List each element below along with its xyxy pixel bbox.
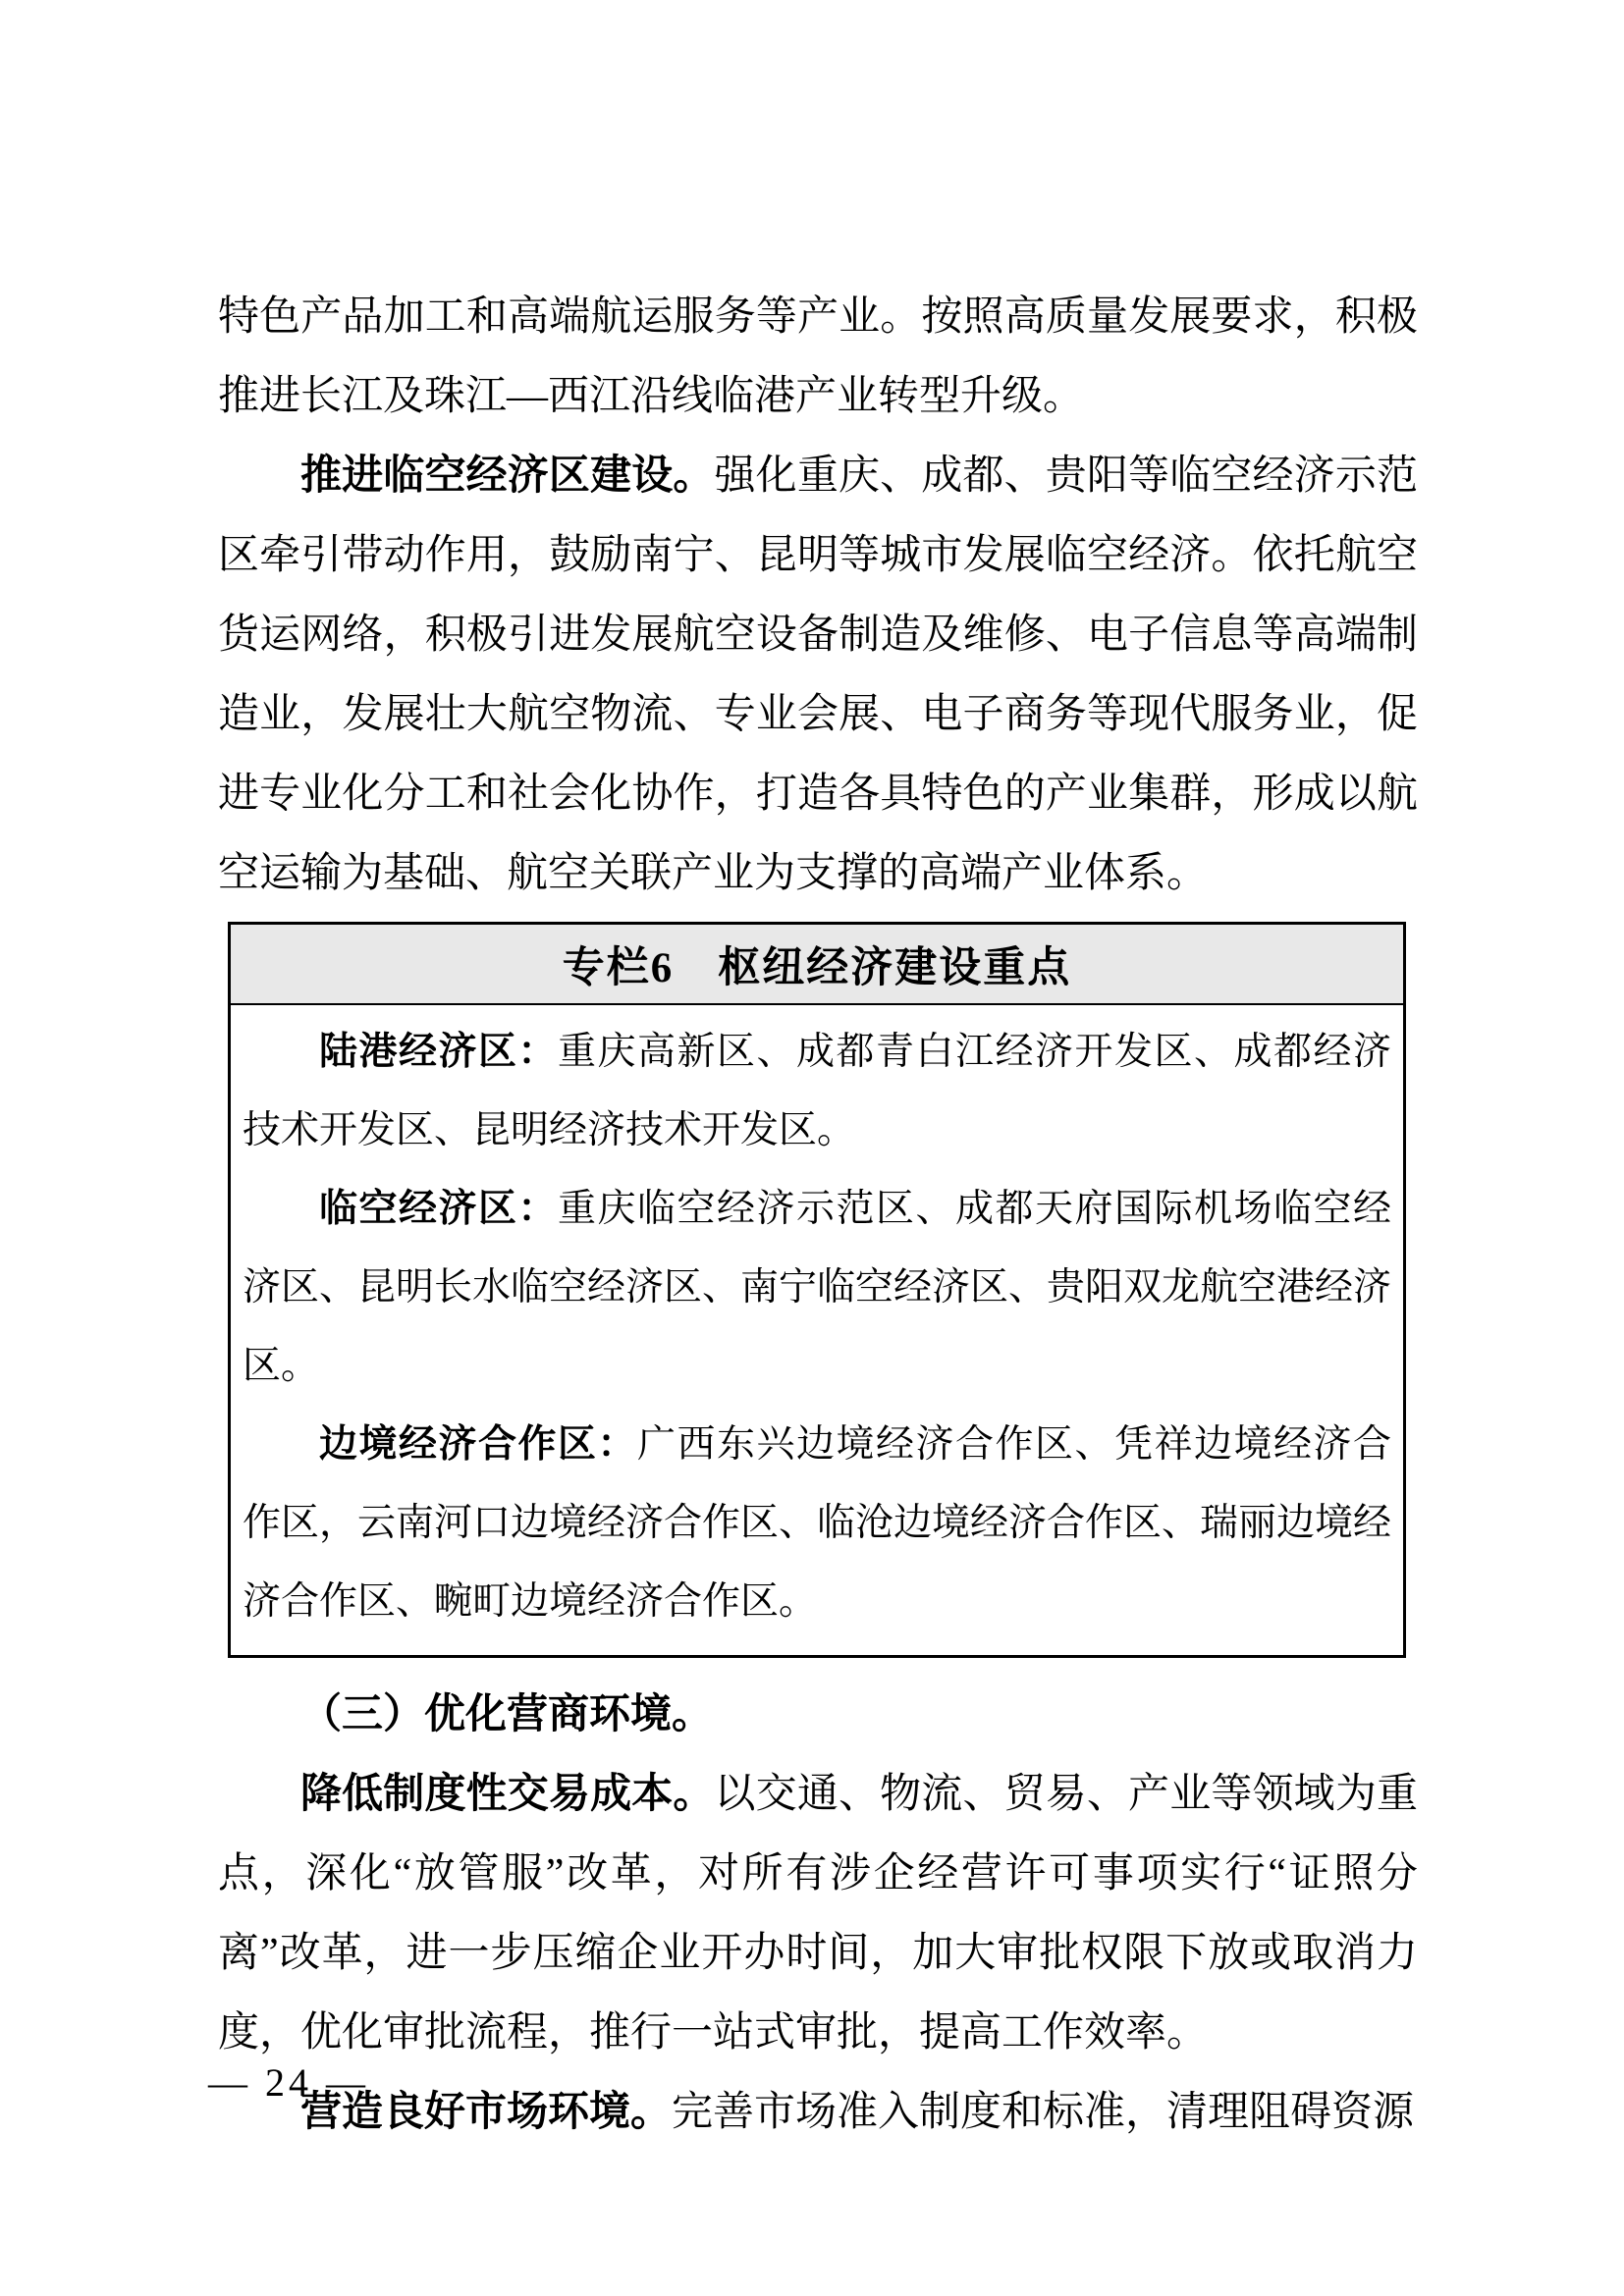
bold-lead-text: （三）优化营商环境。 [300, 1692, 714, 1737]
panel-item [243, 1013, 1391, 1170]
panel-item-text: 重庆临空经济示范区、成都天府国际机场临空经济区、昆明长水临空经济区、南宁临空经济区、贵阳双龙航空港经济区。 [243, 1188, 1392, 1387]
panel-item-label: 临空经济区： [319, 1188, 558, 1230]
text-run: 完善市场准入制度和标准，清理阻碍资源 [672, 2090, 1415, 2135]
panel-item [243, 1170, 1391, 1406]
panel-header [231, 925, 1403, 1005]
bold-lead-text: 推进临空经济区建设。 [300, 454, 715, 499]
text-run: 特色产品加工和高端航运服务等产业。按照高质量发展要求，积极推进长江及珠江—西江沿线临港产业转型升级。 [218, 294, 1418, 419]
bottom-paragraph-block [218, 1676, 1418, 2153]
panel-item-label: 陆港经济区： [319, 1031, 558, 1073]
panel-body [231, 1005, 1403, 1655]
paragraph [218, 437, 1418, 914]
panel-item-text: 重庆高新区、成都青白江经济开发区、成都经济技术开发区、昆明经济技术开发区。 [243, 1031, 1391, 1151]
panel-title: 专栏6 枢纽经济建设重点 [562, 944, 1072, 991]
page-number: — 24 — [208, 2060, 369, 2105]
text-run: 以交通、物流、贸易、产业等领域为重点，深化“放管服”改革，对所有涉企经营许可事项实行“证照分离”改革，进一步压缩企业开办时间，加大审批权限下放或取消力度，优化审批流程，推行一站式审批，提高工作效率。 [218, 1772, 1418, 2056]
panel-item-text: 广西东兴边境经济合作区、凭祥边境经济合作区，云南河口边境经济合作区、临沧边境经济合作区、瑞丽边境经济合作区、畹町边境经济合作区。 [243, 1423, 1392, 1623]
paragraph [218, 1755, 1418, 2073]
top-paragraph-block [218, 278, 1418, 914]
bold-lead-text: 降低制度性交易成本。 [300, 1772, 715, 1817]
paragraph [218, 1676, 1418, 1755]
text-run: 强化重庆、成都、贵阳等临空经济示范区牵引带动作用，鼓励南宁、昆明等城市发展临空经济。依托航空货运网络，积极引进发展航空设备制造及维修、电子信息等高端制造业，发展壮大航空物流、专业会展、电子商务等现代服务业，促进专业化分工和社会化协作，打造各具特色的产业集群，形成以航空运输为基础、航空关联产业为支撑的高端产业体系。 [218, 454, 1418, 896]
paragraph [218, 2073, 1418, 2153]
panel-item-label: 边境经济合作区： [319, 1423, 637, 1466]
paragraph [218, 278, 1418, 437]
panel-item [243, 1406, 1391, 1641]
column-panel-6 [228, 922, 1406, 1658]
bold-lead-text: 营造良好市场环境。 [300, 2090, 673, 2135]
page-content [218, 278, 1418, 2153]
